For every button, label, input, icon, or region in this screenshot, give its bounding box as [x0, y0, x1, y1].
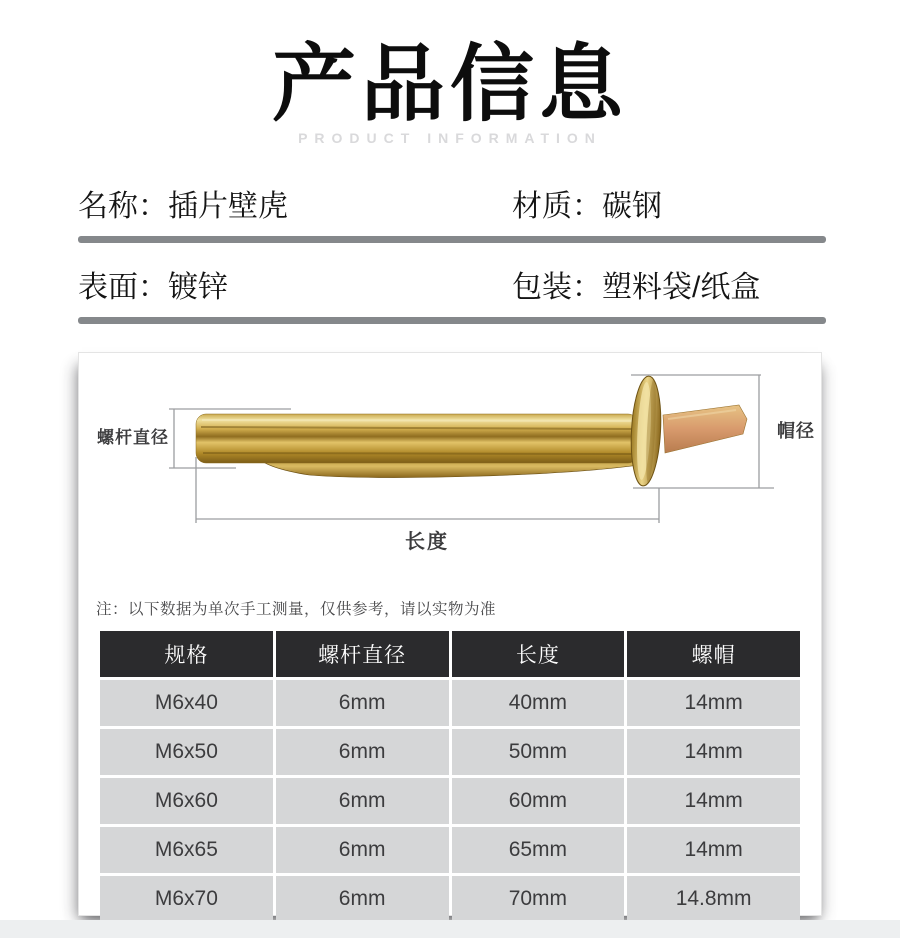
- attribute-material: [512, 181, 662, 225]
- table-row: [100, 680, 800, 726]
- table-row: [100, 876, 800, 922]
- table-row: [100, 827, 800, 873]
- cell-screw: 6mm: [276, 680, 449, 726]
- attributes-section: [78, 180, 826, 342]
- cell-spec: M6x50: [100, 729, 273, 775]
- cell-length: 65mm: [452, 827, 625, 873]
- dim-label-cap-diameter: 帽径: [777, 421, 815, 441]
- attribute-row-2: [78, 261, 826, 307]
- anchor-shadow-line: [203, 453, 633, 454]
- attribute-name: [78, 181, 512, 225]
- page-subtitle: PRODUCT INFORMATION: [298, 130, 602, 146]
- cell-length: 60mm: [452, 778, 625, 824]
- cell-cap: 14mm: [627, 827, 800, 873]
- table-row: [100, 778, 800, 824]
- cell-cap: 14mm: [627, 778, 800, 824]
- divider-bar-1: [78, 236, 826, 243]
- product-diagram: [79, 353, 821, 593]
- dim-label-length: 长度: [405, 531, 449, 553]
- spec-card: [78, 352, 822, 916]
- cell-screw: 6mm: [276, 729, 449, 775]
- measurement-note: 注：以下数据为单次手工测量，仅供参考，请以实物为准: [96, 601, 497, 618]
- cell-spec: M6x65: [100, 827, 273, 873]
- col-header-spec: 规格: [100, 631, 273, 677]
- cell-spec: M6x60: [100, 778, 273, 824]
- cell-cap: 14.8mm: [627, 876, 800, 922]
- divider-bar-2: [78, 317, 826, 324]
- attribute-packaging-label: 包装：: [512, 271, 602, 304]
- cell-screw: 6mm: [276, 778, 449, 824]
- spec-table: [97, 628, 803, 925]
- anchor-pin-rod: [663, 405, 747, 453]
- attribute-row-1: [78, 180, 826, 226]
- col-header-cap: 螺帽: [627, 631, 800, 677]
- cell-spec: M6x70: [100, 876, 273, 922]
- attribute-name-value: 插片壁虎: [168, 190, 288, 223]
- attribute-packaging-value: 塑料袋/纸盒: [602, 271, 761, 304]
- attribute-surface: [78, 262, 512, 306]
- cell-length: 70mm: [452, 876, 625, 922]
- col-header-length: 长度: [452, 631, 625, 677]
- cell-length: 50mm: [452, 729, 625, 775]
- table-row: [100, 729, 800, 775]
- attribute-name-label: 名称：: [78, 190, 168, 223]
- dim-label-screw-diameter: 螺杆直径: [97, 428, 169, 447]
- cell-spec: M6x40: [100, 680, 273, 726]
- col-header-screw-diameter: 螺杆直径: [276, 631, 449, 677]
- anchor-highlight-line: [202, 420, 635, 421]
- cell-length: 40mm: [452, 680, 625, 726]
- cell-screw: 6mm: [276, 827, 449, 873]
- anchor-flange: [629, 375, 664, 486]
- attribute-surface-value: 镀锌: [168, 271, 228, 304]
- attribute-surface-label: 表面：: [78, 271, 168, 304]
- anchor-illustration: [79, 353, 821, 593]
- attribute-material-value: 碳钢: [602, 190, 662, 223]
- table-header-row: [100, 631, 800, 677]
- attribute-packaging: [512, 262, 760, 306]
- cell-cap: 14mm: [627, 680, 800, 726]
- cell-cap: 14mm: [627, 729, 800, 775]
- bottom-strip: [0, 920, 900, 938]
- attribute-material-label: 材质：: [512, 190, 602, 223]
- page-title: 产品信息: [271, 37, 628, 131]
- cell-screw: 6mm: [276, 876, 449, 922]
